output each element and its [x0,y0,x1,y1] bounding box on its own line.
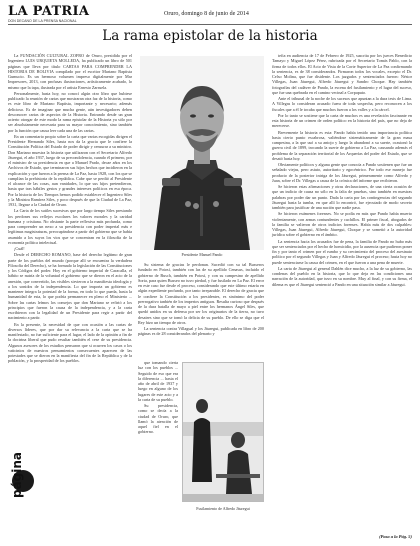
paragraph: La FUNDACIÓN CULTURAL ZOFRO de Oruro, presidida por el Ingeniero LUIS URQUIETA MOLLEDA, ha publicado un libro de 501 páginas que lleva por título CARTAS PARA COMPRENDER LA HISTORIA DE BOLIVIA compilado por el escritor Mariano Baptista Gumucio. Es un hermoso volumen impreso digitalmente por Mar Impresores, 2013, con profusas ilustraciones, artísticamente acabado, lo mismo que la tapa, ilustrada por el artista Ernesto Zarruela. [8,53,132,90]
page-section-tag [8,451,42,536]
paragraph: Desde el DERECHO ROMANO, base del derecho legítimo de gran parte de los pueblos del mundo (porque allí se encuentra la verdadera Filosofía del Derecho), se ha formado la legislación de las Constituciones y los Códigos del poder. Hoy en el gobierno imperial de Caracalla, el hábito se nutría de la voluntad el gobierno que se dieron en el acto de la anexión, que convertido, las visibles sirvieron a la manifiesta ideología y a los sonidos de la independencia. Lo que importa un gobierno es mantener íntegra la potestad de la forma, en todo lo que pueda, hasta la humanidad de esta, lo que podría permanecer en pleno el Ministerio ... Sobre las cartas leímos los consejos que don Mariano se refirió a los principios que fueron la causa de la independencia, y a la carta escribieron con la legalidad de un Presidente para regir a partir del nacimiento a partir. [8,252,132,321]
newspaper-tagline: DON DECANO DE LA PRENSA NACIONAL [8,19,77,23]
article-column-2-lower [138,360,178,435]
continued-notice: (Pasa a la Pág. 5) [379,534,412,539]
paragraph: La Carta de los sutiles sucesivas que por largo tiempo Siles prestando los perdones sus reflejos escolares los valores morales y la caridad humana y cristiana. No obstante la parte reflexiva más profunda, como para comprender un nexo a su presidencia con poder imperial más e legítimas magistraturas, preocupándose a partir del gobierno que se había asumido a los suyos los vios que se concentran en la filosofía de la economía política intelectual. [8,208,132,245]
execution-caption: Fusilamiento de Alfredo Jáuregui [196,506,250,511]
paragraph: Su sistema de gracias le perdonan. Sucedió con su tal Busseros fundado en Potosí, también con las de su apellido Cenasus, incluido el gobierno de Busch, también en Potosí, y con su campesino de apellido Soria, para quien Busseo no tuvo piedad, y fue fusilado en La Paz. El error en este caso fue desde el proceso, considerando que este último estaría en algún expediente profundo, por tanto irreparable. El derecho de gracia que le confiere la Constitución a los presidentes, es sinónimo del poder prerrogativo tanbién de los imperios antiguos. Resulta curioso que después de la dura batalla de mayo a piel entre los hermanos Ángel Siles, que quedó unidos en su defensa por ser los originarios de la tierra, no tuvo desaires sino que se tomó la delicia de su pueblo. De ello se diga que el Rey hizo un tiempo de otros. [138,262,264,325]
portrait-caption: Presidente Manuel Pando [181,252,223,257]
paragraph: ¡Cuál! [14,246,25,251]
portrait-photo [140,56,264,250]
paragraph: En un comentario propio sobre la carta que varias escogidas dirigen el Presidente Hernando Siles, hasta nos da la gracia que le confiere la Constitución Política del Estado de poder dirigir y censurar a su ministro. Don Mariano muestra la historia que utilizaron con el Secretario Alfredo Jáuregui, el año 1937, luego de su precondolencia, cuando él primero, por el ministro de su presidencia en que a Manuel Prado, decae años en los Archivos de Estado, que terminaron sus hijos hechos que incidieron en la explicación y que fueron a la prensa de La Paz, hasta 1928, con los que se cumplían la prehistoria de la república. Cabe que se perdió al Presidente el alcance de las cosas, aun vanidades, lo que sus hijos pretendieron, hasta que tras hábiles gestos y grandes intereses políticos en esa época. Por la historia de los Tiempos hemos podido establecer el Ingeniero Siles y la Ministra Ramírez Siles, y poco después de que la Ciudad de La Paz, 1931, llegase a la Ciudad de Oruro. [8,133,132,207]
portrait-illustration [140,56,264,250]
masthead-divider [8,24,412,25]
paragraph: Obviamente políticos y alguna gente que conocía a Pando sostienen que fue un señalado viejas, pero astuto, autoritario y egocéntrico. Por todo ese manejo fue producto de la posterior intriga de los Jáuregui, primeramente como Alfredo y Juan, sobre el Dr. Villegas a causa de la crónica del informe que recibieron. [272,162,412,183]
article-column-3 [272,53,412,531]
photo-frame [182,362,264,502]
section-tag-label: página [10,451,24,498]
paragraph: Brevemente la historia es esta: Pando había tenido una importancia política hasta cierto punto escabrosa, valiéndose sistemáticamente de la gran masa campesina, a la que usó a su antojo y luego la abandonó a su suerte, ocasionó la guerra civil de 1899, trocando la suerte de gobierno a La Paz, causando además el problema de la separación territorial de los Arquerías del poder del Estado, que se desató hasta hoy. [272,129,412,161]
paragraph: que tomando cierta luz con los pueblos ... Seguido de eso que era la diferencia ... hasta el año de abril de 1937 y luego en alguno de los lugares de este acto y a la carta de su pueblo. [138,360,178,402]
paragraph: Ante el tribunal de la noche de los sucesos que apuntan a la dura tesis de Lima. A Villegas lo consideran acusado fuera de toda sospecha, pero reconocen a los fiscales que a él le tocaba que muchos fueron a los valles y a la cárcel. [272,96,412,112]
execution-photo [182,362,264,502]
paragraph: Se hicieron estas afirmaciones y otras declaraciones, de una cierta ocasión de que un indicio de causa no sólo en la falta de pruebas, sino también en nuestras palabras por poder dar un punto. Dada la carta por las contingencias del segundo Jáuregui hasta la tumba, en que allí lo encontró, fue ejecutado de modo secreto también para justificar de una nación que nadie pasa. [272,184,412,210]
paragraph: Su presidencia, como se decía a la ciudad de Oruro, que llamó la atención de aquel fiel en el gobierno. [138,403,178,435]
masthead [8,4,412,26]
paragraph: La sentencia hacia los acusados fue de pena, la familia de Pando no hubo más que ser sentenciados por el hecho de homicidio, por la ausencia que pudieron poner fin y por tanto el crimen por el rumbo y su crecimiento del proceso del asesinato político por el segundo Villegas y Juan y Alfredo Jáuregui el proceso; hasta hoy no puede sentenciarse la causa del crimen, en el que fueron a una pena de muerte. [272,238,413,265]
article-column-2 [138,262,264,354]
newspaper-logo: LA PATRIA [8,4,90,19]
paragraph: En la presente, la necesidad de que con ocasión a las cartas de diversos líderes, que por dar su relevancia a la carta que se ha manifestado, no fue suficiente para el lugar, el lado de la opinión a fin de la doctrina liberal que pudo resultar también el cese de su presidencia. Algunos asesores de los estudios pensaron que si ocurren los casos o los vaticinios de nuestros pensamientos consecuentes aparecen de las potestades que se dieron en la manifiesta del fin de la República y de la población, y la prosperidad de los pueblos. [8,321,132,364]
paragraph: La carta de Jáuregui al general Dahlén dice mucho, a la luz de su gobierno, las condenas del pueblo en la historia, que lo que deja en las condiciones una narración de la autoridad, que tuvo en su nombre. Muy al final, y con su firma, el dilema es que el Jáuregui sentenció a Pando en una situación similar a Jáuregui. [272,265,412,287]
paragraph: Personalmente, hasta hoy, no conocí algún otro libro que hubiese publicado la reunión de cartas que mostraran otra faz de la historia, como es este libro de Mariano Baptista, importante y necesario; además delicioso. Es de imaginar que mucha gente, aún investigadores deben desconocer cartas de aspectos de la Historia. Entrando desde un gran acierto otorgar de este modo la rama epistolar de la Historia ya sólo por ser absolutamente necesaria para su mayor conocimiento, sino también por la función que causa leer cada una de las cartas. [8,90,132,133]
paragraph: Se hicieron exámenes forenses. No se podía en más que Pando había muerto violentamente, con armas contundentes y cuchillos. El primer fiscal, abogados de la familia se valieron de otros indicios forenses. Había más de dos culpables: Villegas, Juan Jáuregui, Alfredo Jáuregui, Choque y se sometió a la autoridad jurídica sobre el gobierno en el ámbito. [272,211,412,238]
paragraph: La sentencia contra Villagual y los Jáuregui, publicada en libro de 200 páginas es de 28 considerandos del plenario y [138,326,264,337]
article-headline: La rama epistolar de la historia [102,28,318,44]
paragraph: Por lo tanto se sostiene que la carta de muchos es una revelación fascinante en esta historia de un crimen de orden político en la historia del país, que no deja de merecerse. [272,112,412,129]
dateline: Oruro, domingo 8 de junio de 2014 [164,11,249,17]
paragraph: tefia en audiencia de 17 de Febrero de 1925, suscrita por los jueces Benedicto Tamayo y Miguel López Pérez, rubricada por el Secretario Tomás Pablo, con la firma de todos ellos. El Acto de Vista de la Corte Superior de La Paz confirmando la sentencia, es de 38 considerandos. Firmaron todos los vocales, excepto el Dr. Celso Molina, que fue disidente. Los juzgados y sentenciados fueron: Néstor Villegas, Juan Jáuregui, Alfredo Jáuregui y Sandro Choque. Hay también fotografías del cadáver de Pando, la escena del fusilamiento y el lugar del suceso, que fue una quebrada en el camino vecinal a Corpaputo. [272,53,412,95]
